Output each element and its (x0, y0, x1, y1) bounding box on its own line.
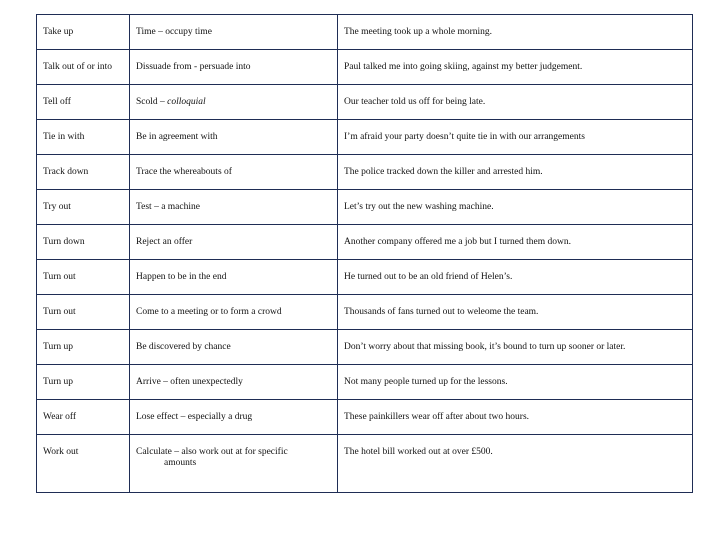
phrasal-verb-cell: Turn out (37, 295, 130, 330)
meaning-cell (130, 85, 338, 120)
meaning-cell: Be in agreement with (130, 120, 338, 155)
table-row (37, 260, 693, 295)
phrasal-verb-cell: Turn up (37, 365, 130, 400)
table-row (37, 435, 693, 493)
table-row (37, 400, 693, 435)
phrasal-verb-cell: Work out (37, 435, 130, 493)
table-row (37, 50, 693, 85)
phrasal-verb-cell: Talk out of or into (37, 50, 130, 85)
example-cell: Another company offered me a job but I turned them down. (338, 225, 693, 260)
meaning-text: Calculate – also work out at for specific (136, 447, 288, 457)
example-cell: These painkillers wear off after about two hours. (338, 400, 693, 435)
meaning-cell: Test – a machine (130, 190, 338, 225)
meaning-cell: Lose effect – especially a drug (130, 400, 338, 435)
example-cell: Let’s try out the new washing machine. (338, 190, 693, 225)
table-row (37, 295, 693, 330)
example-cell: Thousands of fans turned out to weleome the team. (338, 295, 693, 330)
meaning-cell (130, 435, 338, 493)
table-row (37, 225, 693, 260)
example-cell: Our teacher told us off for being late. (338, 85, 693, 120)
example-cell: The meeting took up a whole morning. (338, 15, 693, 50)
meaning-cell: Reject an offer (130, 225, 338, 260)
example-cell: The police tracked down the killer and arrested him. (338, 155, 693, 190)
meaning-continuation: amounts (164, 458, 197, 468)
example-cell: Don’t worry about that missing book, it’s bound to turn up sooner or later. (338, 330, 693, 365)
meaning-cell: Time – occupy time (130, 15, 338, 50)
phrasal-verb-cell: Tie in with (37, 120, 130, 155)
meaning-cell: Trace the whereabouts of (130, 155, 338, 190)
phrasal-verb-cell: Turn down (37, 225, 130, 260)
phrasal-verb-cell: Take up (37, 15, 130, 50)
example-cell: Paul talked me into going skiing, against my better judgement. (338, 50, 693, 85)
meaning-italic-note: colloquial (167, 96, 206, 107)
example-cell: The hotel bill worked out at over £500. (338, 435, 693, 493)
meaning-cell: Be discovered by chance (130, 330, 338, 365)
phrasal-verbs-table (36, 14, 693, 493)
meaning-cell: Arrive – often unexpectedly (130, 365, 338, 400)
meaning-cell: Come to a meeting or to form a crowd (130, 295, 338, 330)
table-row (37, 15, 693, 50)
phrasal-verb-cell: Turn out (37, 260, 130, 295)
phrasal-verb-cell: Wear off (37, 400, 130, 435)
table-row (37, 330, 693, 365)
table-row (37, 85, 693, 120)
meaning-cell: Dissuade from - persuade into (130, 50, 338, 85)
phrasal-verb-cell: Turn up (37, 330, 130, 365)
meaning-text: Scold – (136, 96, 168, 107)
phrasal-verb-cell: Tell off (37, 85, 130, 120)
example-cell: He turned out to be an old friend of Helen’s. (338, 260, 693, 295)
table-row (37, 190, 693, 225)
phrasal-verb-cell: Try out (37, 190, 130, 225)
table-row (37, 155, 693, 190)
example-cell: Not many people turned up for the lessons. (338, 365, 693, 400)
meaning-cell: Happen to be in the end (130, 260, 338, 295)
example-cell: I’m afraid your party doesn’t quite tie in with our arrangements (338, 120, 693, 155)
table-row (37, 365, 693, 400)
table-row (37, 120, 693, 155)
phrasal-verb-cell: Track down (37, 155, 130, 190)
